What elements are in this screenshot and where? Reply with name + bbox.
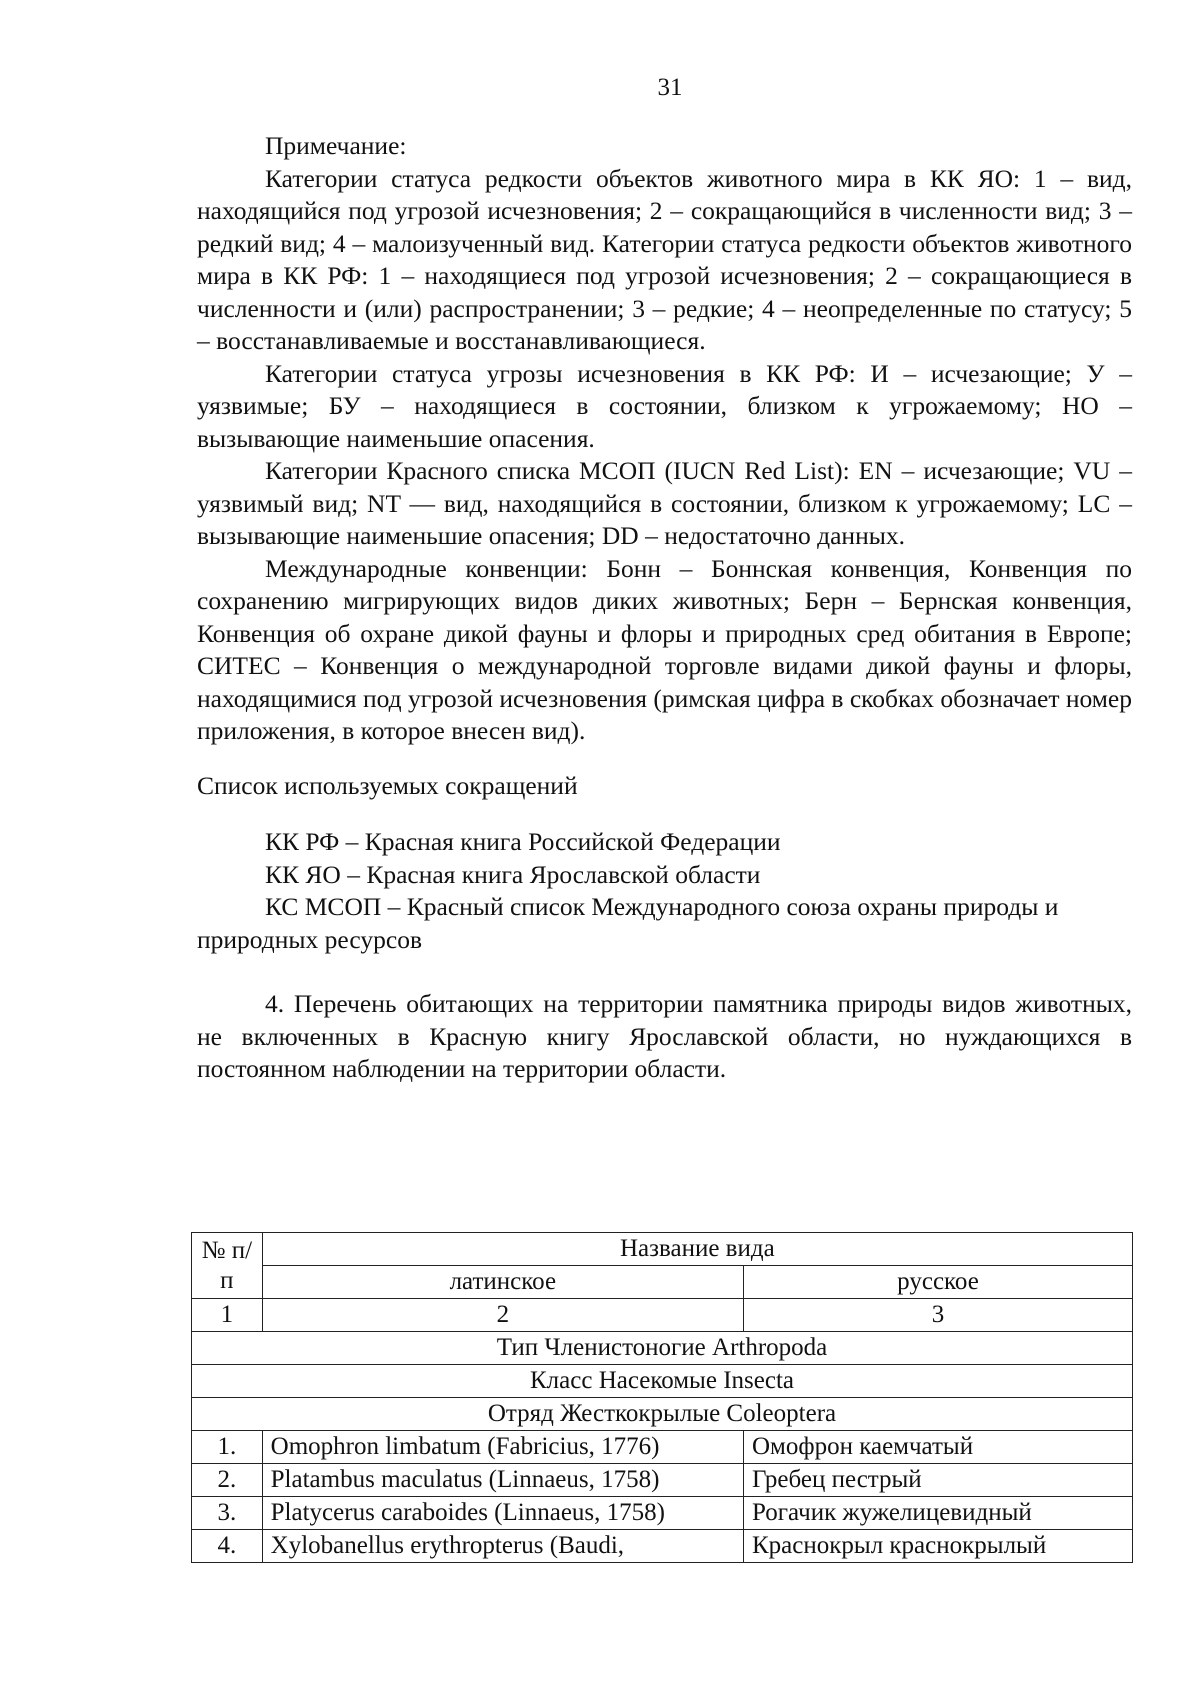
table-row xyxy=(192,1497,1133,1530)
russian-name: Рогачик жужелицевидный xyxy=(744,1497,1133,1530)
group-row xyxy=(192,1332,1133,1365)
table-header-row xyxy=(192,1233,1133,1266)
abbreviation-item: КК ЯО – Красная книга Ярославской области xyxy=(265,859,761,889)
latin-name: Xylobanellus erythropterus (Baudi, xyxy=(262,1530,743,1563)
russian-name: Гребец пестрый xyxy=(744,1464,1133,1497)
abbreviation-item: КК РФ – Красная книга Российской Федерации xyxy=(265,827,781,856)
section-4-paragraph: 4. Перечень обитающих на территории памятника природы видов животных, не включенных в Красную книгу Ярославской области, но нуждающихся в постоянном наблюдении на территории области. xyxy=(197,989,1132,1083)
row-number: 2. xyxy=(192,1464,263,1497)
abbreviations-list xyxy=(197,826,1132,956)
header-species-name: Название вида xyxy=(262,1233,1132,1266)
row-number: 4. xyxy=(192,1530,263,1563)
table-row xyxy=(192,1530,1133,1563)
column-number: 1 xyxy=(192,1299,263,1332)
note-paragraph-threat: Категории статуса угрозы исчезновения в КК РФ: И – исчезающие; У – уязвимые; БУ – находящиеся в состоянии, близком к угрожаемому; НО – вызывающие наименьшие опасения. xyxy=(197,358,1132,453)
group-order: Отряд Жесткокрылые Coleoptera xyxy=(192,1398,1133,1431)
russian-name: Омофрон каемчатый xyxy=(744,1431,1133,1464)
species-table xyxy=(191,1232,1133,1563)
note-paragraph-conventions: Международные конвенции: Бонн – Боннская конвенция, Конвенция по сохранению мигрирующих видов диких животных; Берн – Бернская конвенция, Конвенция об охране дикой фауны и флоры и природных сред обитания в Европе; СИТЕС – Конвенция о международной торговле видами дикой фауны и флоры, находящимися под угрозой исчезновения (римская цифра в скобках обозначает номер приложения, в которое внесен вид). xyxy=(197,553,1132,745)
note-paragraph-rarity: Категории статуса редкости объектов животного мира в КК ЯО: 1 – вид, находящийся под угрозой исчезновения; 2 – сокращающийся в численности вид; 3 – редкий вид; 4 – малоизученный вид. Категории статуса редкости объектов животного мира в КК РФ: 1 – находящиеся под угрозой исчезновения; 2 – сокращающиеся в численности и (или) распространении; 3 – редкие; 4 – неопределенные по статусу; 5 – восстанавливаемые и восстанавливающиеся. xyxy=(197,163,1132,355)
latin-name: Omophron limbatum (Fabricius, 1776) xyxy=(262,1431,743,1464)
abbreviations-title: Список используемых сокращений xyxy=(197,770,578,800)
table-row xyxy=(192,1464,1133,1497)
row-number: 1. xyxy=(192,1431,263,1464)
latin-name: Platambus maculatus (Linnaeus, 1758) xyxy=(262,1464,743,1497)
table-subheader-row xyxy=(192,1266,1133,1299)
abbreviation-item: КС МСОП – Красный список Международного союза охраны природы и природных ресурсов xyxy=(197,892,1059,954)
header-russian: русское xyxy=(744,1266,1133,1299)
note-paragraph-iucn: Категории Красного списка МСОП (IUCN Red List): EN – исчезающие; VU – уязвимый вид; NT — вид, находящийся в состоянии, близком к угрожаемому; LC – вызывающие наименьшие опасения; DD – недостаточно данных. xyxy=(197,456,1132,550)
column-number: 2 xyxy=(262,1299,743,1332)
group-row xyxy=(192,1398,1133,1431)
row-number: 3. xyxy=(192,1497,263,1530)
page-number: 31 xyxy=(657,74,683,101)
column-number: 3 xyxy=(744,1299,1133,1332)
column-numbers-row xyxy=(192,1299,1133,1332)
russian-name: Краснокрыл краснокрылый xyxy=(744,1530,1133,1563)
group-class: Класс Насекомые Insecta xyxy=(192,1365,1133,1398)
table-row xyxy=(192,1431,1133,1464)
header-latin: латинское xyxy=(262,1266,743,1299)
latin-name: Platycerus caraboides (Linnaeus, 1758) xyxy=(262,1497,743,1530)
group-phylum: Тип Членистоногие Arthropoda xyxy=(192,1332,1133,1365)
header-number: № п/п xyxy=(192,1233,263,1299)
group-row xyxy=(192,1365,1133,1398)
document-body xyxy=(197,130,1132,1086)
note-title: Примечание: xyxy=(265,131,407,160)
